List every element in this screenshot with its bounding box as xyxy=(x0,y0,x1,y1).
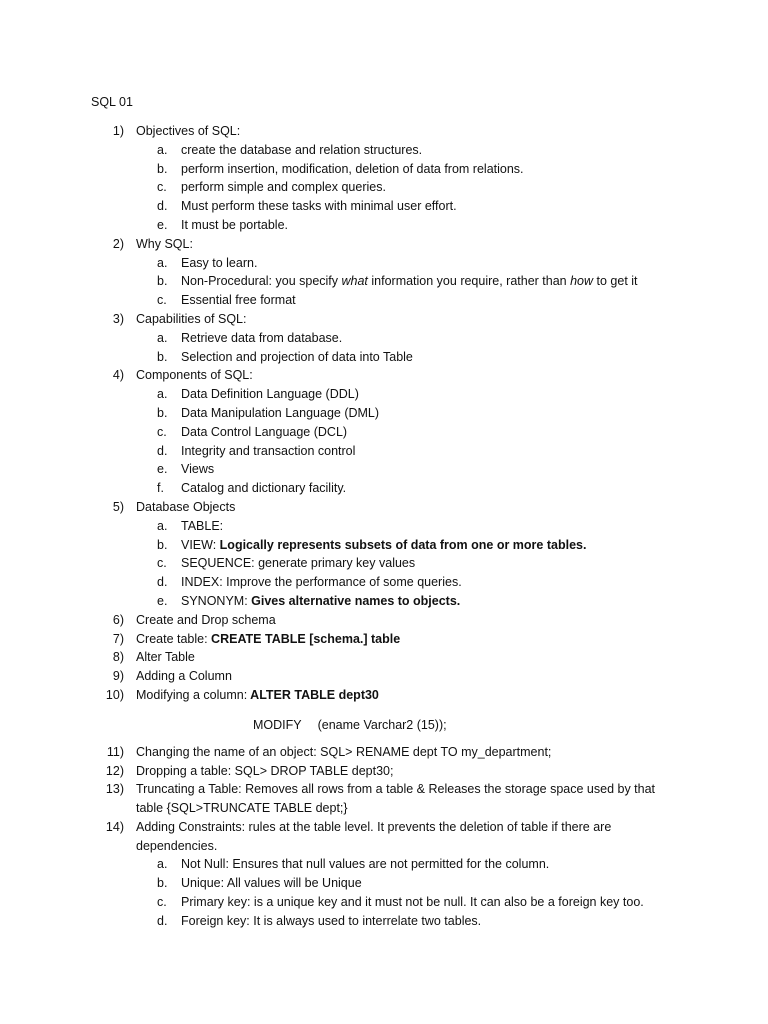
sub-item-letter: b. xyxy=(157,537,168,552)
bold-code: ALTER TABLE dept30 xyxy=(247,687,379,702)
item-number: 11) xyxy=(106,744,124,759)
sub-list-item xyxy=(0,404,768,423)
sub-list-item xyxy=(0,442,768,461)
sub-item-letter: a. xyxy=(157,387,168,402)
list-item xyxy=(0,818,768,837)
sub-item-letter: a. xyxy=(157,857,168,872)
document-title: SQL 01 xyxy=(91,95,133,109)
list-item xyxy=(0,235,768,254)
item-label: VIEW: xyxy=(181,537,217,552)
sub-list-item xyxy=(0,329,768,348)
sub-list-item xyxy=(0,348,768,367)
sub-item-text: perform insertion, modification, deletion of data from relations. xyxy=(181,161,524,176)
list-item xyxy=(0,667,768,686)
sub-item-text: perform simple and complex queries. xyxy=(181,180,386,195)
item-text: Why SQL: xyxy=(136,236,193,251)
sub-item-text: Must perform these tasks with minimal user effort. xyxy=(181,199,457,214)
sub-item-letter: b. xyxy=(157,161,168,176)
item-text: Changing the name of an object: SQL> RENAME dept TO my_department; xyxy=(136,744,552,759)
sub-item-letter: b. xyxy=(157,405,168,420)
sub-list-item xyxy=(0,254,768,273)
item-text: Database Objects xyxy=(136,499,236,514)
sub-list-item xyxy=(0,160,768,179)
item-label: Modifying a column: xyxy=(136,687,248,702)
item-text: Truncating a Table: Removes all rows from a table & Releases the storage space used by that xyxy=(136,782,656,797)
sub-list-item xyxy=(0,141,768,160)
sub-list-item xyxy=(0,178,768,197)
sub-item-letter: c. xyxy=(157,556,167,571)
sub-item-letter: d. xyxy=(157,913,168,928)
sub-item-text: Integrity and transaction control xyxy=(181,443,356,458)
sub-item-text: Views xyxy=(181,462,215,477)
list-item xyxy=(0,498,768,517)
text-part: to get it xyxy=(593,274,638,289)
list-item xyxy=(0,743,768,762)
item-number: 10) xyxy=(105,687,124,702)
item-text: Alter Table xyxy=(136,650,195,665)
item-number: 12) xyxy=(105,763,124,778)
sub-item-text: SEQUENCE: generate primary key values xyxy=(181,556,416,571)
sub-item-letter: b. xyxy=(157,876,168,891)
item-number: 7) xyxy=(112,631,124,646)
sub-item-text: Retrieve data from database. xyxy=(181,330,343,345)
sub-item-text: Unique: All values will be Unique xyxy=(181,876,362,891)
sub-item-letter: f. xyxy=(157,481,164,496)
text-part: Non-Procedural: you specify xyxy=(181,274,342,289)
item-text: Dropping a table: SQL> DROP TABLE dept30; xyxy=(136,763,394,778)
modify-keyword: MODIFY xyxy=(253,717,302,732)
list-item xyxy=(0,762,768,781)
sub-item-text xyxy=(181,592,460,611)
sub-list-item xyxy=(0,573,768,592)
sub-item-letter: d. xyxy=(157,443,168,458)
sub-item-text: TABLE: xyxy=(181,518,224,533)
list-item xyxy=(0,780,768,799)
sub-item-text: Selection and projection of data into Table xyxy=(181,349,413,364)
sub-item-text: Catalog and dictionary facility. xyxy=(181,481,347,496)
sub-item-letter: b. xyxy=(157,349,168,364)
sub-item-letter: a. xyxy=(157,255,168,270)
sub-item-letter: a. xyxy=(157,142,168,157)
sub-item-text: Data Control Language (DCL) xyxy=(181,424,348,439)
modify-clause xyxy=(253,705,447,745)
item-label: SYNONYM: xyxy=(181,593,248,608)
sub-item-letter: c. xyxy=(157,424,167,439)
item-number: 6) xyxy=(112,612,124,627)
sub-list-item xyxy=(0,385,768,404)
sub-item-text xyxy=(181,536,586,555)
sub-list-item xyxy=(0,460,768,479)
item-number: 8) xyxy=(112,650,124,665)
sub-item-text xyxy=(181,272,638,291)
item-number: 3) xyxy=(112,311,124,326)
sub-item-text: Not Null: Ensures that null values are not permitted for the column. xyxy=(181,857,550,872)
item-text: Adding a Column xyxy=(136,669,232,684)
item-label: Create table: xyxy=(136,631,208,646)
sub-item-text: It must be portable. xyxy=(181,217,289,232)
sub-list-item xyxy=(0,536,768,555)
item-text-continuation: table {SQL>TRUNCATE TABLE dept;} xyxy=(136,801,348,816)
sub-item-text: Foreign key: It is always used to interrelate two tables. xyxy=(181,913,482,928)
list-item xyxy=(0,611,768,630)
item-number: 9) xyxy=(112,669,124,684)
sub-item-letter: c. xyxy=(157,895,167,910)
sub-list-item xyxy=(0,216,768,235)
list-item xyxy=(0,310,768,329)
sub-item-text: create the database and relation structures. xyxy=(181,142,423,157)
list-item xyxy=(0,122,768,141)
item-number: 13) xyxy=(105,782,124,797)
item-number: 5) xyxy=(112,499,124,514)
sub-item-letter: a. xyxy=(157,330,168,345)
item-text-continuation: dependencies. xyxy=(136,838,218,853)
bold-description: Gives alternative names to objects. xyxy=(247,593,461,608)
sub-list-item xyxy=(0,517,768,536)
sub-list-item xyxy=(0,912,768,931)
text-part: information you require, rather than xyxy=(367,274,571,289)
item-number: 4) xyxy=(112,368,124,383)
modify-args: (ename Varchar2 (15)); xyxy=(317,717,447,732)
emphasis-how: how xyxy=(570,274,594,289)
item-number: 14) xyxy=(105,819,124,834)
sub-item-letter: d. xyxy=(157,199,168,214)
sub-list-item xyxy=(0,272,768,291)
list-item-continuation xyxy=(0,799,768,818)
item-text xyxy=(136,686,379,705)
document-body xyxy=(0,122,768,931)
sub-item-letter: a. xyxy=(157,518,168,533)
sub-list-item xyxy=(0,855,768,874)
sub-item-letter: e. xyxy=(157,462,168,477)
sub-item-text: Essential free format xyxy=(181,293,296,308)
bold-code: CREATE TABLE [schema.] table xyxy=(207,631,401,646)
sub-item-letter: d. xyxy=(157,575,168,590)
item-number: 2) xyxy=(112,236,124,251)
emphasis-what: what xyxy=(341,274,368,289)
sub-item-text: Data Definition Language (DDL) xyxy=(181,387,359,402)
sub-item-letter: e. xyxy=(157,593,168,608)
list-item-continuation xyxy=(0,837,768,856)
item-text: Objectives of SQL: xyxy=(136,124,241,138)
item-number: 1) xyxy=(112,124,124,138)
item-text xyxy=(136,630,400,649)
sub-item-text: Easy to learn. xyxy=(181,255,258,270)
list-item xyxy=(0,366,768,385)
sub-item-text: INDEX: Improve the performance of some queries. xyxy=(181,575,462,590)
item-text: Components of SQL: xyxy=(136,368,253,383)
sub-item-letter: e. xyxy=(157,217,168,232)
code-continuation xyxy=(0,705,768,743)
sub-list-item xyxy=(0,291,768,310)
sub-list-item xyxy=(0,197,768,216)
sub-list-item xyxy=(0,554,768,573)
item-text: Adding Constraints: rules at the table level. It prevents the deletion of table if there are xyxy=(136,819,612,834)
sub-list-item xyxy=(0,893,768,912)
sub-item-letter: c. xyxy=(157,180,167,195)
sub-list-item xyxy=(0,479,768,498)
sub-item-letter: c. xyxy=(157,293,167,308)
sub-item-text: Data Manipulation Language (DML) xyxy=(181,405,380,420)
list-item xyxy=(0,630,768,649)
sub-list-item xyxy=(0,592,768,611)
list-item xyxy=(0,648,768,667)
item-text: Capabilities of SQL: xyxy=(136,311,247,326)
sub-item-text: Primary key: is a unique key and it must not be null. It can also be a foreign key too. xyxy=(181,895,644,910)
sub-item-letter: b. xyxy=(157,274,168,289)
list-item xyxy=(0,686,768,705)
bold-description: Logically represents subsets of data from one or more tables. xyxy=(216,537,587,552)
sub-list-item xyxy=(0,423,768,442)
sub-list-item xyxy=(0,874,768,893)
item-text: Create and Drop schema xyxy=(136,612,276,627)
